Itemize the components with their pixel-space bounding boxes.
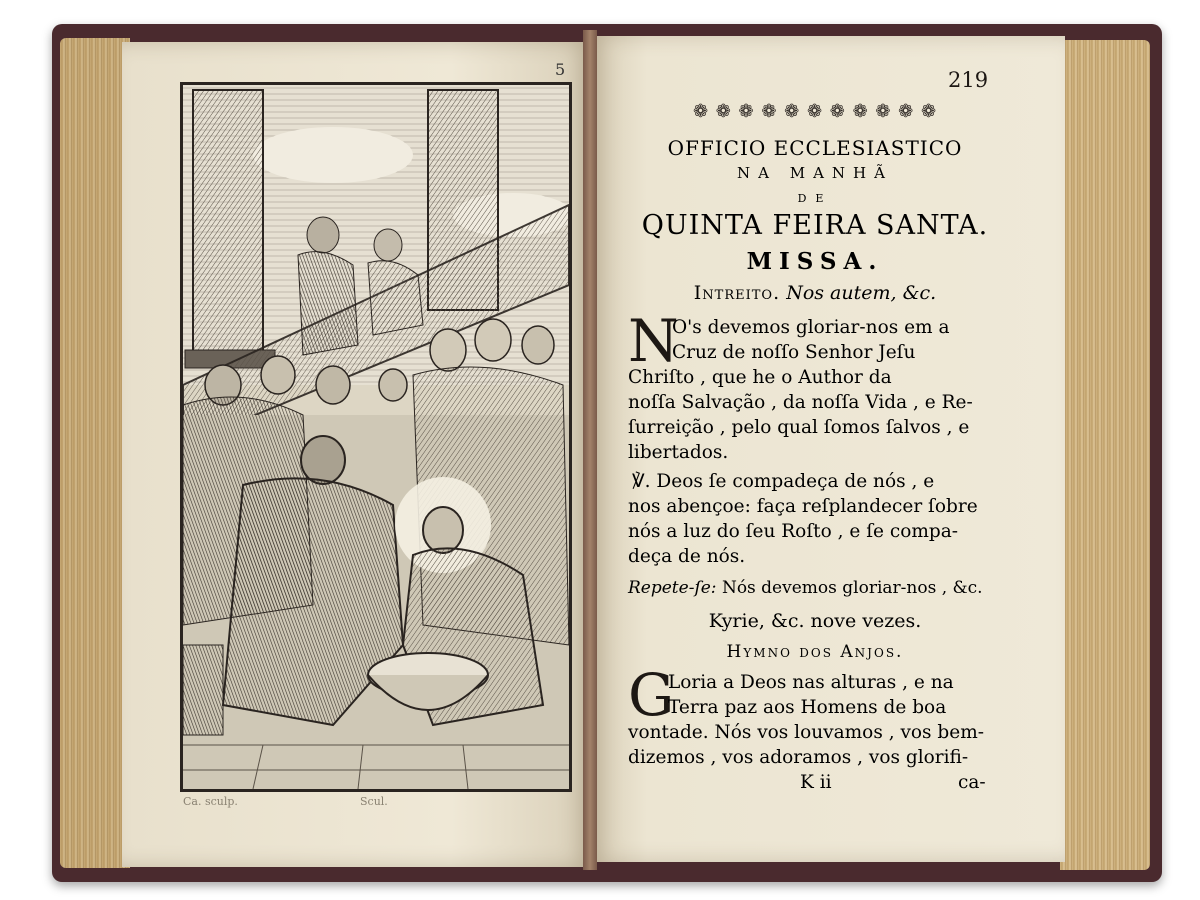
signature-mark: K ii bbox=[800, 772, 832, 793]
para1-line-2: Cruz de noſſo Senhor Jeſu bbox=[672, 342, 916, 363]
heading-line-3: DE bbox=[797, 192, 833, 205]
dropcap-n: N bbox=[628, 307, 679, 375]
left-page-edges bbox=[60, 38, 130, 868]
heading-line-4: QUINTA FEIRA SANTA. bbox=[641, 210, 989, 241]
right-page-edges bbox=[1060, 40, 1150, 870]
versicle-line-2: nos abençoe: faça reſplandecer ſobre bbox=[628, 496, 978, 517]
ornament-band bbox=[630, 98, 1000, 124]
repete-line bbox=[628, 578, 983, 598]
versicle-line-3: nós a luz do ſeu Roſto , e ſe compa- bbox=[628, 521, 959, 542]
engraving-drawing bbox=[183, 85, 569, 789]
heading-line-1: OFFICIO ECCLESIASTICO bbox=[667, 136, 963, 160]
repete-text: Nós devemos gloriar-nos , &c. bbox=[721, 578, 983, 598]
engraver-credit-right: Scul. bbox=[360, 795, 388, 808]
introit-text: Nos autem, &c. bbox=[786, 282, 937, 304]
versicle-line-1: ℣. Deos ſe compadeça de nós , e bbox=[632, 471, 935, 492]
versicle-line-4: deça de nós. bbox=[628, 546, 746, 567]
para1-line-1: O's devemos gloriar-nos em a bbox=[672, 317, 950, 338]
para1-line-3: Chriſto , que he o Author da bbox=[628, 367, 892, 388]
left-signature-mark: 5 bbox=[555, 60, 566, 79]
dropcap-g: G bbox=[628, 661, 675, 729]
para1-line-4: noſſa Salvação , da noſſa Vida , e Re- bbox=[628, 392, 973, 413]
page-number: 219 bbox=[948, 68, 989, 92]
introit-label: Intreito. bbox=[693, 282, 781, 304]
ornament-glyphs: ❁ ❁ ❁ ❁ ❁ ❁ ❁ ❁ ❁ ❁ ❁ bbox=[692, 100, 938, 122]
book-gutter bbox=[583, 30, 597, 870]
hymn-title: Hymno dos Anjos. bbox=[726, 642, 904, 662]
kyrie-line: Kyrie, &c. nove vezes. bbox=[708, 610, 922, 632]
heading-line-2: NA MANHÃ bbox=[737, 164, 893, 182]
para2-line-1: Loria a Deos nas alturas , e na bbox=[668, 672, 954, 693]
para2-line-2: Terra paz aos Homens de boa bbox=[668, 697, 947, 718]
para2-line-3: vontade. Nós vos louvamos , vos bem- bbox=[628, 722, 984, 743]
para1-line-5: ſurreição , pelo qual ſomos ſalvos , e bbox=[628, 417, 970, 438]
heading-line-5: MISSA. bbox=[746, 248, 884, 275]
repete-label: Repete-ſe: bbox=[628, 578, 717, 598]
introit-line bbox=[642, 282, 988, 304]
catchword: ca- bbox=[958, 772, 986, 793]
para2-line-4: dizemos , vos adoramos , vos glorifi- bbox=[628, 747, 969, 768]
engraving-illustration bbox=[180, 82, 572, 792]
para1-line-6: libertados. bbox=[628, 442, 729, 463]
engraver-credit-left: Ca. sculp. bbox=[183, 795, 238, 808]
